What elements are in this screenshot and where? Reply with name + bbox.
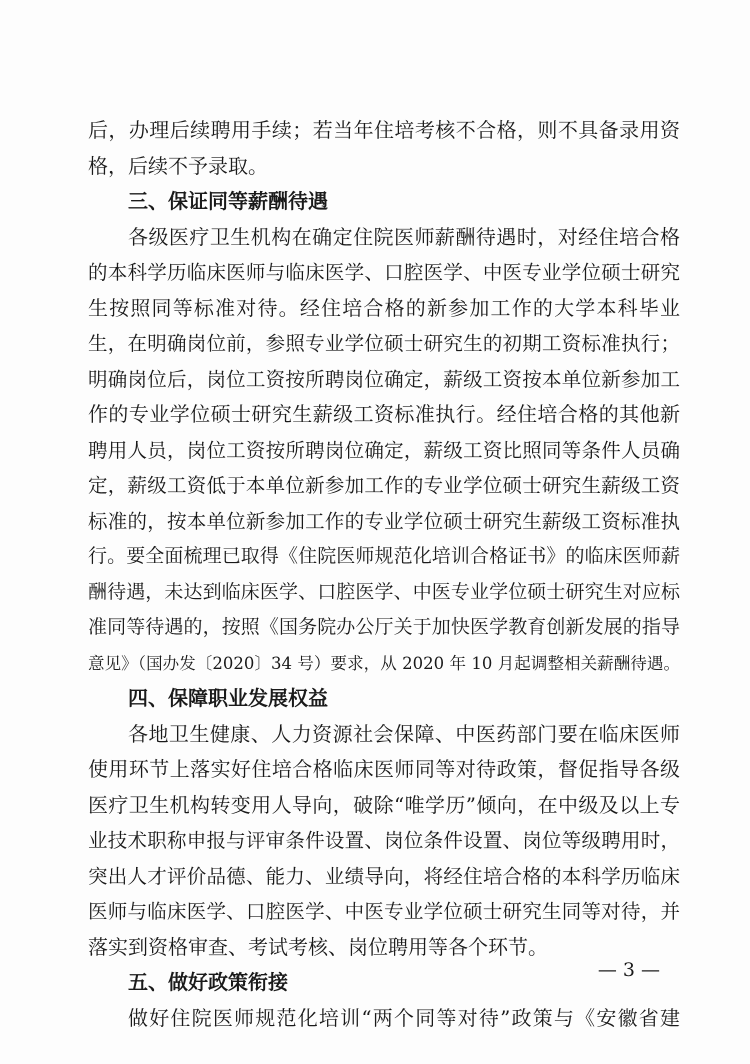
body-line: 医疗卫生机构转变用人导向，破除“唯学历”倾向，在中级及以上专 <box>88 792 680 817</box>
body-line: 各地卫生健康、人力资源社会保障、中医药部门要在临床医师 <box>128 721 680 746</box>
body-line: 标准的，按本单位新参加工作的专业学位硕士研究生薪级工资标准执 <box>88 509 680 533</box>
body-line: 酬待遇，未达到临床医学、口腔医学、中医专业学位硕士研究生对应标 <box>88 580 680 603</box>
body-line: 作的专业学位硕士研究生薪级工资标准执行。经住培合格的其他新 <box>88 402 680 426</box>
body-line: 格，后续不予录取。 <box>88 153 268 178</box>
section-heading: 五、做好政策衔接 <box>128 970 288 994</box>
body-line: 生按照同等标准对待。经住培合格的新参加工作的大学本科毕业 <box>88 295 680 320</box>
body-line: 使用环节上落实好住培合格临床医师同等对待政策，督促指导各级 <box>88 757 680 781</box>
body-line: 医师与临床医学、口腔医学、中医专业学位硕士研究生同等对待，并 <box>88 900 680 923</box>
body-line: 各级医疗卫生机构在确定住院医师薪酬待遇时，对经住培合格 <box>128 224 680 249</box>
body-line: 明确岗位后，岗位工资按所聘岗位确定，薪级工资按本单位新参加工 <box>88 367 680 391</box>
section-heading: 三、保证同等薪酬待遇 <box>128 189 328 213</box>
body-line: 的本科学历临床医师与临床医学、口腔医学、中医专业学位硕士研究 <box>88 261 680 284</box>
section-heading: 四、保障职业发展权益 <box>128 686 328 710</box>
body-line: 准同等待遇的，按照《国务院办公厅关于加快医学教育创新发展的指导 <box>88 616 680 638</box>
body-line: 聘用人员，岗位工资按所聘岗位确定，薪级工资比照同等条件人员确 <box>88 438 680 462</box>
body-line: 意见》（国办发〔2020〕34 号）要求，从 2020 年 10 月起调整相关薪酬待遇。 <box>88 653 680 673</box>
body-line: 做好住院医师规范化培训“两个同等对待”政策与《安徽省建 <box>128 1005 680 1030</box>
body-line: 突出人才评价品德、能力、业绩导向，将经住培合格的本科学历临床 <box>88 864 680 888</box>
body-line: 后，办理后续聘用手续；若当年住培考核不合格，则不具备录用资 <box>88 118 680 142</box>
body-line: 生，在明确岗位前，参照专业学位硕士研究生的初期工资标准执行； <box>88 332 680 355</box>
document-body <box>88 113 680 1036</box>
body-line: 行。要全面梳理已取得《住院医师规范化培训合格证书》的临床医师薪 <box>88 545 680 567</box>
page-number: — 3 — <box>597 959 660 981</box>
body-line: 业技术职称申报与评审条件设置、岗位条件设置、岗位等级聘用时， <box>88 829 680 852</box>
body-line: 定，薪级工资低于本单位新参加工作的专业学位硕士研究生薪级工资 <box>88 474 680 497</box>
body-line: 落实到资格审查、考试考核、岗位聘用等各个环节。 <box>88 934 548 959</box>
